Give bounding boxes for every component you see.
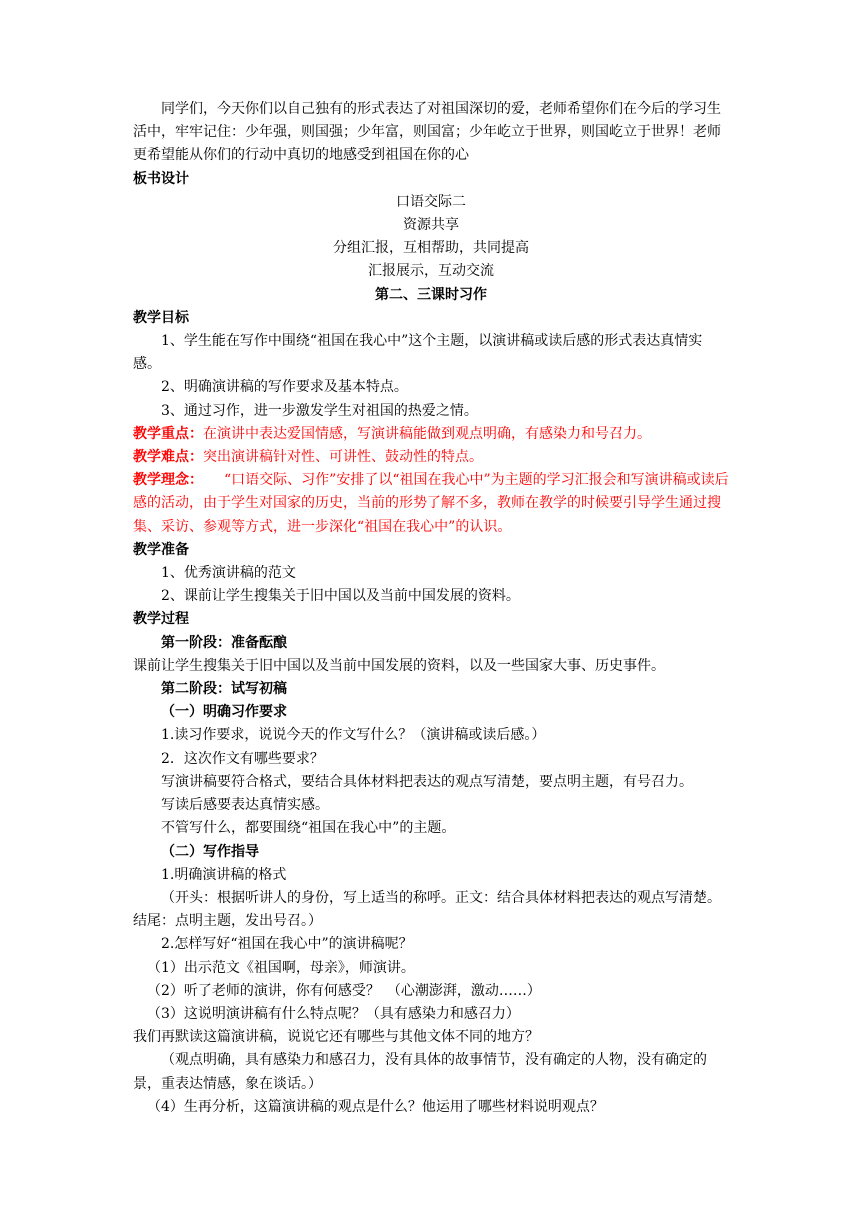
document-page: [133, 98, 729, 1119]
section-line: 1.读习作要求，说说今天的作文写什么？（演讲稿或读后感。）: [161, 727, 546, 744]
key-point-label: 教学重点：: [133, 425, 203, 442]
section-title: （一）明确习作要求: [161, 704, 287, 721]
stage-title: 第二阶段：试写初稿: [161, 681, 287, 698]
prep-item: 1、优秀演讲稿的范文: [161, 565, 296, 582]
prep-heading: 教学准备: [133, 541, 189, 558]
section-line: （开头：根据听讲人的身份，写上适当的称呼。正文：结合具体材料把表达的观点写清楚。结尾：点明主题，发出号召。）: [133, 889, 721, 930]
goal-item: 3、通过习作，进一步激发学生对祖国的热爱之情。: [161, 402, 478, 419]
difficulty-label: 教学难点：: [133, 449, 203, 466]
board-design-heading: 板书设计: [133, 170, 189, 187]
stage-title: 第一阶段：准备酝酿: [161, 634, 287, 651]
key-point-text: 在演讲中表达爱国情感，写演讲稿能做到观点明确，有感染力和号召力。: [203, 425, 651, 442]
philosophy: [133, 469, 729, 539]
key-point: [133, 423, 729, 446]
sub-item: （3）这说明演讲稿有什么特点呢？（具有感染力和感召力）: [147, 1005, 520, 1022]
philosophy-label: 教学理念：: [133, 472, 196, 489]
section-line: 不管写什么，都要围绕“祖国在我心中”的主题。: [161, 820, 456, 837]
reread-line: 我们再默读这篇演讲稿，说说它还有哪些与其他文体不同的地方？: [133, 1029, 539, 1046]
board-line: 汇报展示，互动交流: [368, 263, 494, 280]
goals-heading: 教学目标: [133, 309, 189, 326]
board-line: 分组汇报，互相帮助，共同提高: [333, 240, 529, 257]
goal-item: 2、明确演讲稿的写作要求及基本特点。: [161, 379, 408, 396]
board-line: 口语交际二: [396, 193, 466, 210]
goal-item: 1、学生能在写作中围绕“祖国在我心中”这个主题，以演讲稿或读后感的形式表达真情实感。: [133, 333, 703, 373]
section-line: 写读后感要表达真情实感。: [161, 797, 329, 814]
process-heading: 教学过程: [133, 611, 189, 628]
stage-text: 课前让学生搜集关于旧中国以及当前中国发展的资料，以及一些国家大事、历史事件。: [133, 657, 665, 674]
board-line: 资源共享: [403, 217, 459, 234]
section-line: 1.明确演讲稿的格式: [161, 866, 287, 883]
philosophy-text: “口语交际、习作”安排了以“祖国在我心中”为主题的学习汇报会和写演讲稿或读后感的活动，由于学生对国家的历史，当前的形势了解不多，教师在教学的时候要引导学生通过搜集、采访、参观等方式，进一步深化“祖国在我心中”的认识。: [133, 472, 729, 535]
section-title: （二）写作指导: [161, 843, 259, 860]
difficulty: [133, 446, 729, 469]
lesson-title: 第二、三课时习作: [375, 286, 487, 303]
sub-item: （1）出示范文《祖国啊，母亲》，师演讲。: [147, 959, 415, 976]
sub-item: （4）生再分析，这篇演讲稿的观点是什么？他运用了哪些材料说明观点？: [147, 1098, 604, 1115]
section-line: 2．这次作文有哪些要求？: [161, 750, 324, 767]
section-line: 写演讲稿要符合格式，要结合具体材料把表达的观点写清楚，要点明主题，有号召力。: [161, 773, 693, 790]
intro-paragraph: 同学们，今天你们以自己独有的形式表达了对祖国深切的爱，老师希望你们在今后的学习生活中，牢牢记住：少年强，则国强；少年富，则国富；少年屹立于世界，则国屹立于世界！老师更希望能从你们的行动中真切的地感受到祖国在你的心: [133, 101, 721, 164]
sub-item: （2）听了老师的演讲，你有何感受？ （心潮澎湃，激动……）: [147, 982, 541, 999]
reread-answer: （观点明确，具有感染力和感召力，没有具体的故事情节，没有确定的人物，没有确定的景，重表达情感，象在谈话。）: [133, 1052, 707, 1092]
section-line: 2.怎样写好“祖国在我心中”的演讲稿呢？: [161, 936, 413, 953]
prep-item: 2、课前让学生搜集关于旧中国以及当前中国发展的资料。: [161, 588, 520, 605]
difficulty-text: 突出演讲稿针对性、可讲性、鼓动性的特点。: [203, 449, 483, 466]
